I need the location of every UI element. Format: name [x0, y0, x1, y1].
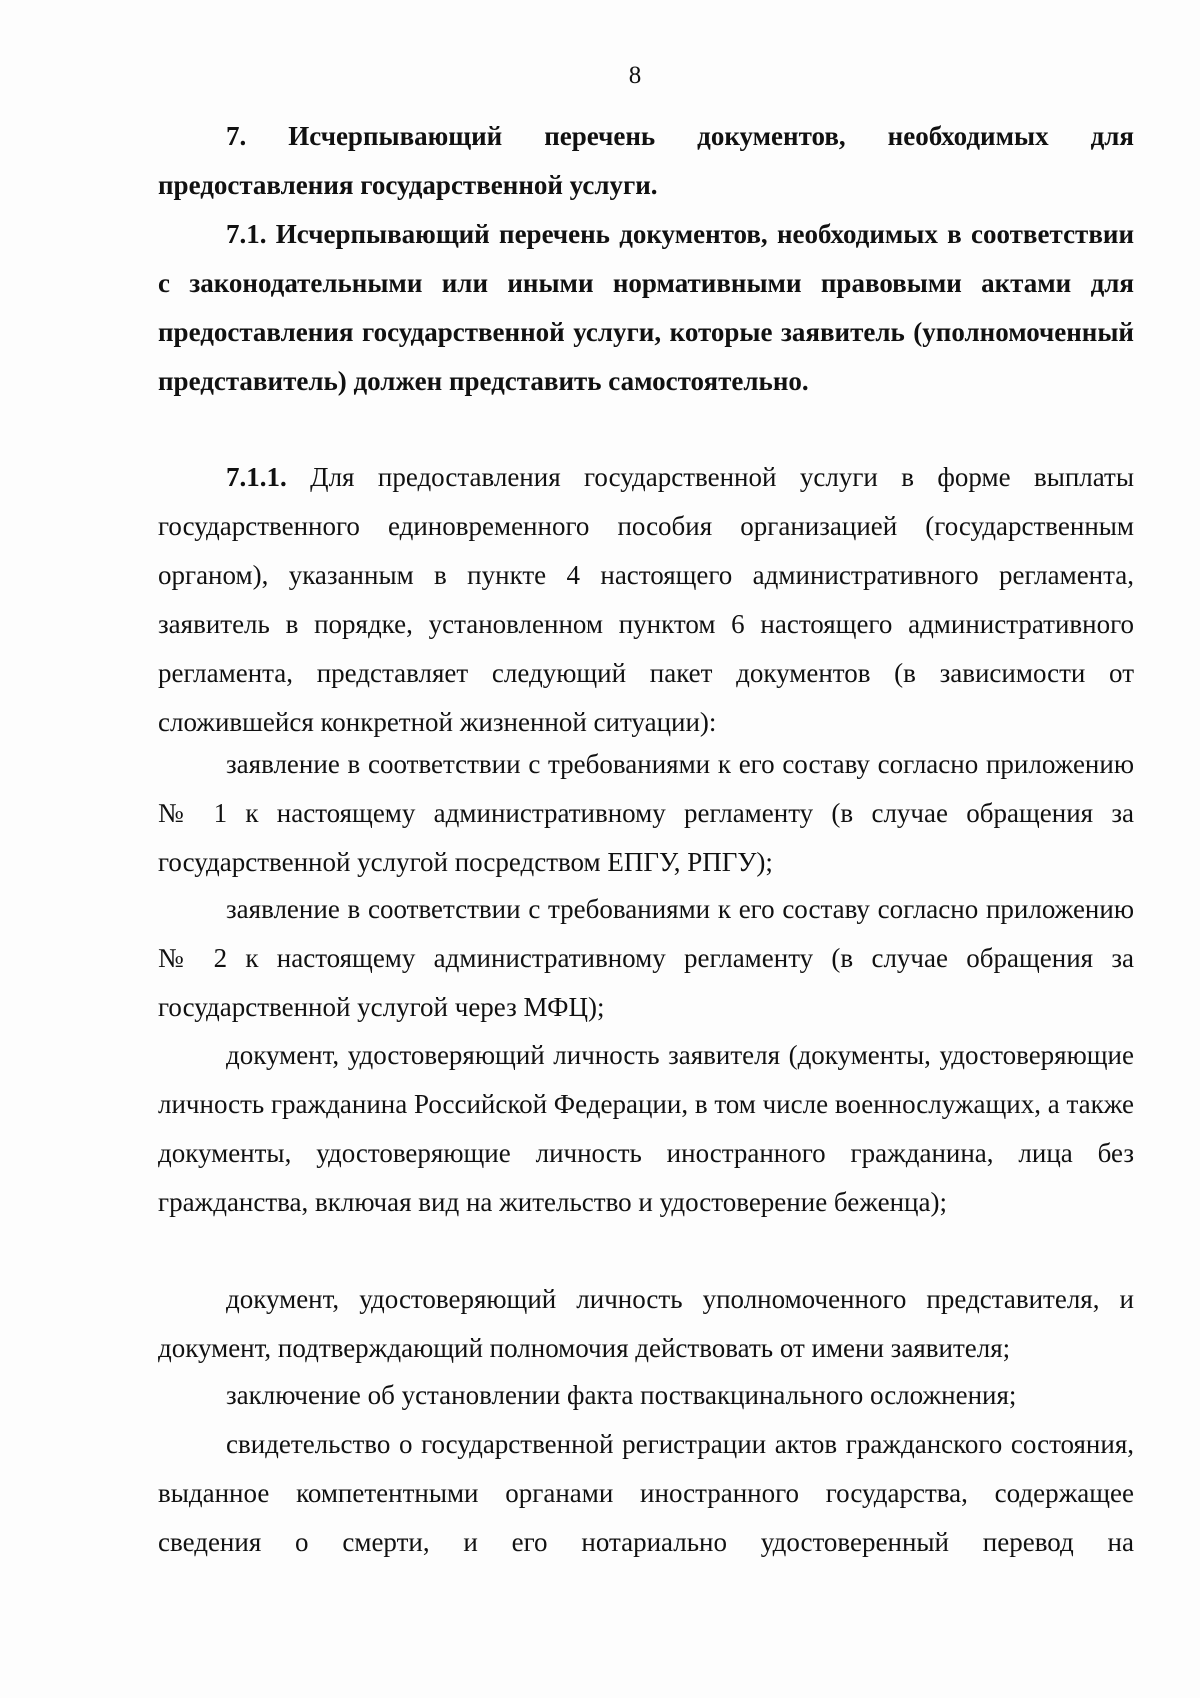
section-7-number: 7.: [226, 121, 247, 151]
list-item-text: документ, удостоверяющий личность заявителя (документы, удостоверяющие личность гражданина Российской Федерации, в том числе военнослужащих, а также документы, удостоверяющие личность иностранного гражданина, лица без гражданства, включая вид на жительство и удостоверение беженца);: [158, 1040, 1134, 1217]
list-item: [158, 885, 1134, 1032]
list-item-text: документ, удостоверяющий личность уполномоченного представителя, и документ, подтверждающий полномочия действовать от имени заявителя;: [158, 1284, 1134, 1363]
list-item: [158, 1275, 1134, 1373]
section-7-1-title: Исчерпывающий перечень документов, необходимых в соответствии с законодательными или иными нормативными правовыми актами для предоставления государственной услуги, которые заявитель (уполномоченный представитель) должен представить самостоятельно.: [158, 219, 1135, 396]
list-item: [158, 1420, 1134, 1567]
section-7-title: Исчерпывающий перечень документов, необходимых для предоставления государственной услуги.: [158, 121, 1135, 200]
list-item-text: заявление в соответствии с требованиями к его составу согласно приложению № 1 к настоящему административному регламенту (в случае обращения за государственной услугой посредством ЕПГУ, РПГУ);: [158, 749, 1134, 877]
section-7-1-1-number: 7.1.1.: [226, 462, 287, 492]
list-item-text: заявление в соответствии с требованиями к его составу согласно приложению № 2 к настоящему административному регламенту (в случае обращения за государственной услугой через МФЦ);: [158, 894, 1134, 1022]
section-7-heading: [158, 112, 1134, 210]
list-item: [158, 1371, 1134, 1420]
list-item-text: свидетельство о государственной регистрации актов гражданского состояния, выданное компетентными органами иностранного государства, содержащее сведения о смерти, и его нотариально удостоверенный перевод на: [158, 1429, 1134, 1557]
section-7-1-number: 7.1.: [226, 219, 267, 249]
page-number: 8: [628, 62, 642, 89]
list-item: [158, 1031, 1134, 1227]
list-item-text: заключение об установлении факта поствакцинального осложнения;: [226, 1380, 1017, 1410]
list-item: [158, 740, 1134, 887]
section-7-1-1-paragraph: [158, 453, 1134, 747]
section-7-1-heading: [158, 210, 1134, 406]
section-7-1-1-text: Для предоставления государственной услуги в форме выплаты государственного единовременного пособия организацией (государственным органом), указанным в пункте 4 настоящего административного регламента, заявитель в порядке, установленном пунктом 6 настоящего административного регламента, представляет следующий пакет документов (в зависимости от сложившейся конкретной жизненной ситуации):: [158, 462, 1134, 737]
